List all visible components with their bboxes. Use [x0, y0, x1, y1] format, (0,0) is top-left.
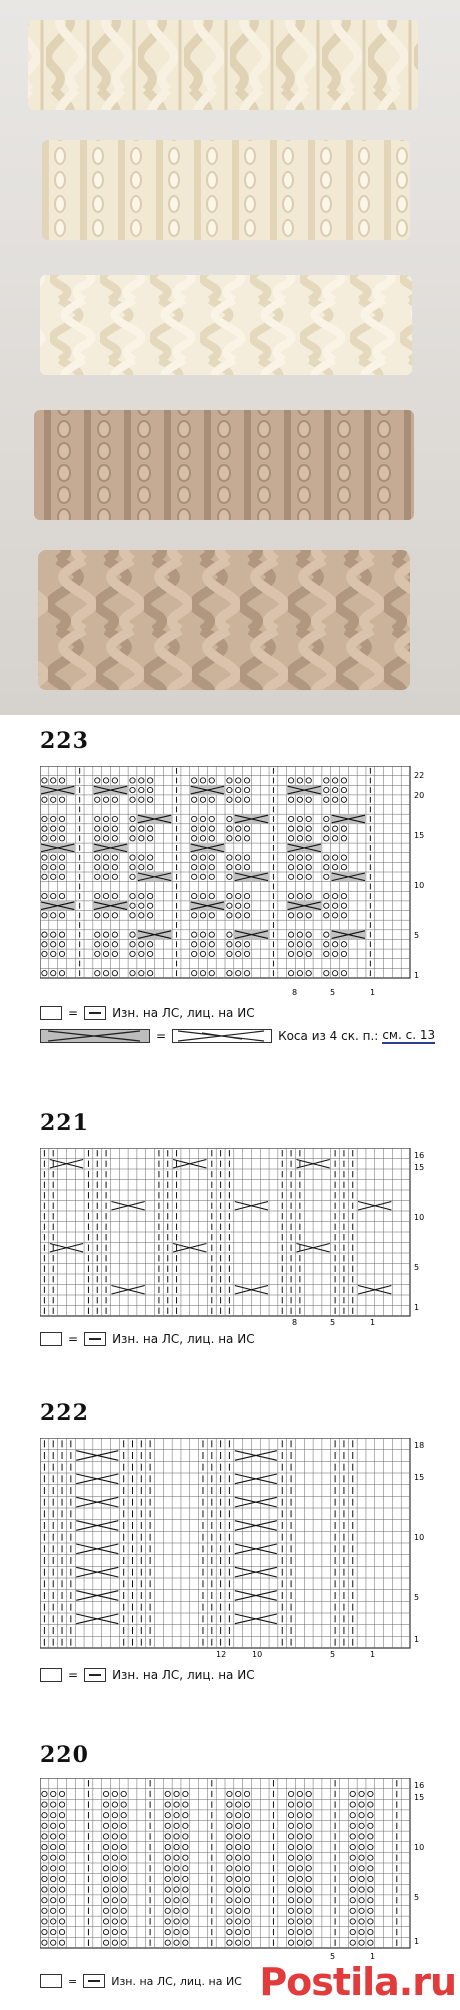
chart-number: 221 [40, 1110, 89, 1136]
swatch-cream-twist [40, 275, 412, 375]
row-label: 5 [414, 1593, 420, 1602]
swatches-photo [0, 0, 460, 715]
row-label: 10 [414, 1843, 425, 1852]
legend-cable-link[interactable]: см. с. 13 [382, 1028, 436, 1042]
row-label: 16 [414, 1781, 425, 1790]
empty-cell-icon [40, 1332, 62, 1346]
col-label: 12 [216, 1650, 227, 1659]
purl-symbol-icon [84, 1332, 106, 1346]
row-label: 18 [414, 1441, 425, 1450]
purl-symbol-icon [84, 1006, 106, 1020]
chart-223-grid [40, 766, 430, 998]
chart-222-section [0, 1400, 460, 1690]
row-label: 1 [414, 1635, 420, 1644]
legend-cable: = Коса из 4 ск. п.: см. с. 13 [40, 1028, 435, 1044]
swatch-beige-rib [34, 410, 414, 520]
row-label: 15 [414, 1793, 425, 1802]
row-label: 15 [414, 1473, 425, 1482]
legend-purl-text: Изн. на ЛС, лиц. на ИС [112, 1332, 255, 1346]
row-label: 22 [414, 771, 425, 780]
col-label: 8 [292, 1318, 298, 1327]
row-label: 1 [414, 1303, 420, 1312]
row-label: 1 [414, 971, 420, 980]
row-label: 5 [414, 1263, 420, 1272]
watermark-logo: Postila.ru [259, 1960, 456, 2004]
chart-number: 223 [40, 728, 89, 754]
row-label: 15 [414, 831, 425, 840]
chart-number: 220 [40, 1742, 89, 1768]
cable-symbol-grey-icon [40, 1029, 150, 1043]
chart-223-section [0, 728, 460, 1048]
legend-purl: = Изн. на ЛС, лиц. на ИС [40, 1974, 242, 1988]
chart-221-grid [40, 1148, 430, 1328]
col-label: 10 [252, 1650, 263, 1659]
col-label: 1 [370, 1650, 376, 1659]
purl-symbol-icon [84, 1668, 106, 1682]
col-label: 5 [330, 1650, 336, 1659]
chart-222-grid [40, 1438, 430, 1660]
swatch-beige-cable [38, 550, 410, 690]
legend-purl-text: Изн. на ЛС, лиц. на ИС [111, 1974, 242, 1988]
col-label: 1 [370, 1318, 376, 1327]
legend-purl-text: Изн. на ЛС, лиц. на ИС [112, 1668, 255, 1682]
row-label: 15 [414, 1163, 425, 1172]
purl-symbol-icon [83, 1974, 105, 1988]
row-label: 1 [414, 1937, 420, 1946]
row-label: 16 [414, 1151, 425, 1160]
chart-number: 222 [40, 1400, 89, 1426]
swatch-cream-cable [28, 20, 418, 110]
col-label: 1 [370, 988, 376, 997]
cable-symbol-icon [172, 1029, 272, 1043]
col-label: 8 [292, 988, 298, 997]
col-label: 1 [370, 1952, 376, 1961]
empty-cell-icon [40, 1668, 62, 1682]
col-label: 5 [330, 1952, 336, 1961]
row-label: 10 [414, 1533, 425, 1542]
empty-cell-icon [40, 1006, 62, 1020]
empty-cell-icon [40, 1974, 62, 1988]
chart-220-grid [40, 1778, 430, 1962]
row-label: 20 [414, 791, 425, 800]
chart-221-section [0, 1110, 460, 1350]
legend-purl-text: Изн. на ЛС, лиц. на ИС [112, 1006, 255, 1020]
row-label: 5 [414, 1893, 420, 1902]
swatch-cream-rib [42, 140, 410, 240]
row-label: 5 [414, 931, 420, 940]
swatches-illustration [0, 0, 460, 715]
legend-purl: = Изн. на ЛС, лиц. на ИС [40, 1668, 255, 1682]
chart-220-section [0, 1742, 460, 2010]
row-label: 10 [414, 1213, 425, 1222]
col-label: 5 [330, 988, 336, 997]
legend-purl: = Изн. на ЛС, лиц. на ИС [40, 1332, 255, 1346]
legend-cable-text: Коса из 4 ск. п.: [278, 1029, 379, 1043]
row-label: 10 [414, 881, 425, 890]
col-label: 5 [330, 1318, 336, 1327]
legend-purl: = Изн. на ЛС, лиц. на ИС [40, 1006, 255, 1020]
